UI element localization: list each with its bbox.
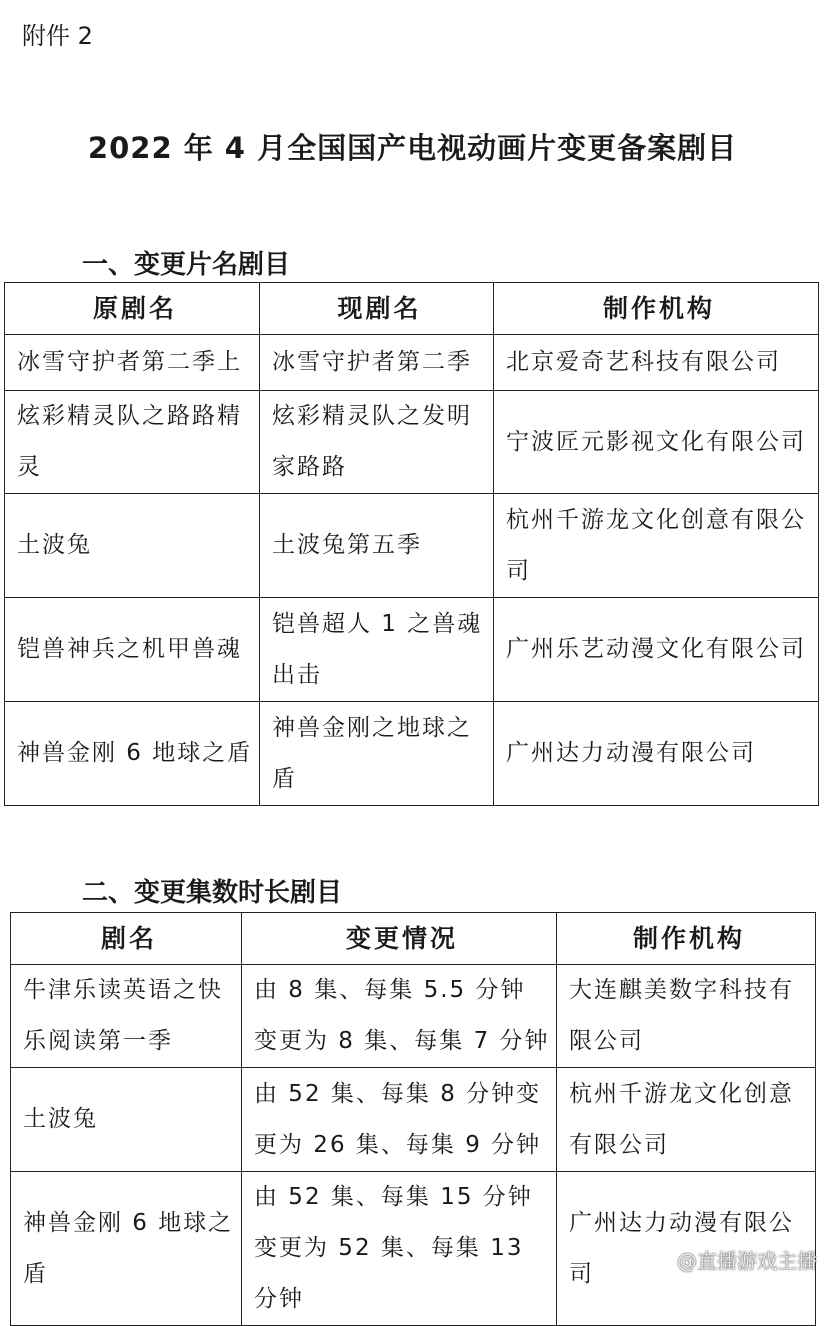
header-producer: 制作机构 <box>557 913 816 965</box>
cell-current-name: 冰雪守护者第二季 <box>260 335 494 391</box>
table-row <box>11 965 816 1068</box>
cell-producer: 宁波匠元影视文化有限公司 <box>494 391 819 494</box>
table-row <box>5 335 819 391</box>
section-2-heading: 二、变更集数时长剧目 <box>82 878 343 908</box>
attachment-label: 附件 2 <box>22 22 93 50</box>
cell-producer: 杭州千游龙文化创意有限公司 <box>494 494 819 598</box>
cell-original-name: 土波兔 <box>5 494 260 598</box>
cell-producer: 广州乐艺动漫文化有限公司 <box>494 598 819 702</box>
header-original-name: 原剧名 <box>5 283 260 335</box>
cell-producer: 广州达力动漫有限公司 <box>494 702 819 806</box>
cell-title: 牛津乐读英语之快乐阅读第一季 <box>11 965 242 1068</box>
cell-title: 神兽金刚 6 地球之盾 <box>11 1172 242 1326</box>
document-title: 2022 年 4 月全国国产电视动画片变更备案剧目 <box>87 131 738 165</box>
cell-original-name: 炫彩精灵队之路路精灵 <box>5 391 260 494</box>
table-row <box>11 1068 816 1172</box>
cell-original-name: 神兽金刚 6 地球之盾 <box>5 702 260 806</box>
weibo-icon <box>647 1250 673 1270</box>
cell-current-name: 炫彩精灵队之发明家路路 <box>260 391 494 494</box>
cell-original-name: 铠兽神兵之机甲兽魂 <box>5 598 260 702</box>
cell-producer: 北京爱奇艺科技有限公司 <box>494 335 819 391</box>
cell-producer: 杭州千游龙文化创意有限公司 <box>557 1068 816 1172</box>
cell-original-name: 冰雪守护者第二季上 <box>5 335 260 391</box>
header-current-name: 现剧名 <box>260 283 494 335</box>
cell-current-name: 神兽金刚之地球之盾 <box>260 702 494 806</box>
table-row <box>5 391 819 494</box>
cell-change: 由 8 集、每集 5.5 分钟变更为 8 集、每集 7 分钟 <box>242 965 557 1068</box>
table-header-row <box>11 913 816 965</box>
table-row <box>5 702 819 806</box>
cell-change: 由 52 集、每集 15 分钟变更为 52 集、每集 13 分钟 <box>242 1172 557 1326</box>
table-row <box>5 494 819 598</box>
cell-current-name: 铠兽超人 1 之兽魂出击 <box>260 598 494 702</box>
table-row <box>5 598 819 702</box>
cell-producer: 大连麒美数字科技有限公司 <box>557 965 816 1068</box>
header-producer: 制作机构 <box>494 283 819 335</box>
header-change: 变更情况 <box>242 913 557 965</box>
weibo-watermark <box>647 1245 817 1274</box>
watermark-text: @直播游戏主播 <box>677 1249 817 1273</box>
rename-table <box>4 282 819 806</box>
cell-change: 由 52 集、每集 8 分钟变更为 26 集、每集 9 分钟 <box>242 1068 557 1172</box>
table-header-row <box>5 283 819 335</box>
cell-title: 土波兔 <box>11 1068 242 1172</box>
cell-producer: 广州达力动漫有限公司 <box>557 1172 816 1326</box>
header-title: 剧名 <box>11 913 242 965</box>
section-1-heading: 一、变更片名剧目 <box>82 250 291 280</box>
cell-current-name: 土波兔第五季 <box>260 494 494 598</box>
